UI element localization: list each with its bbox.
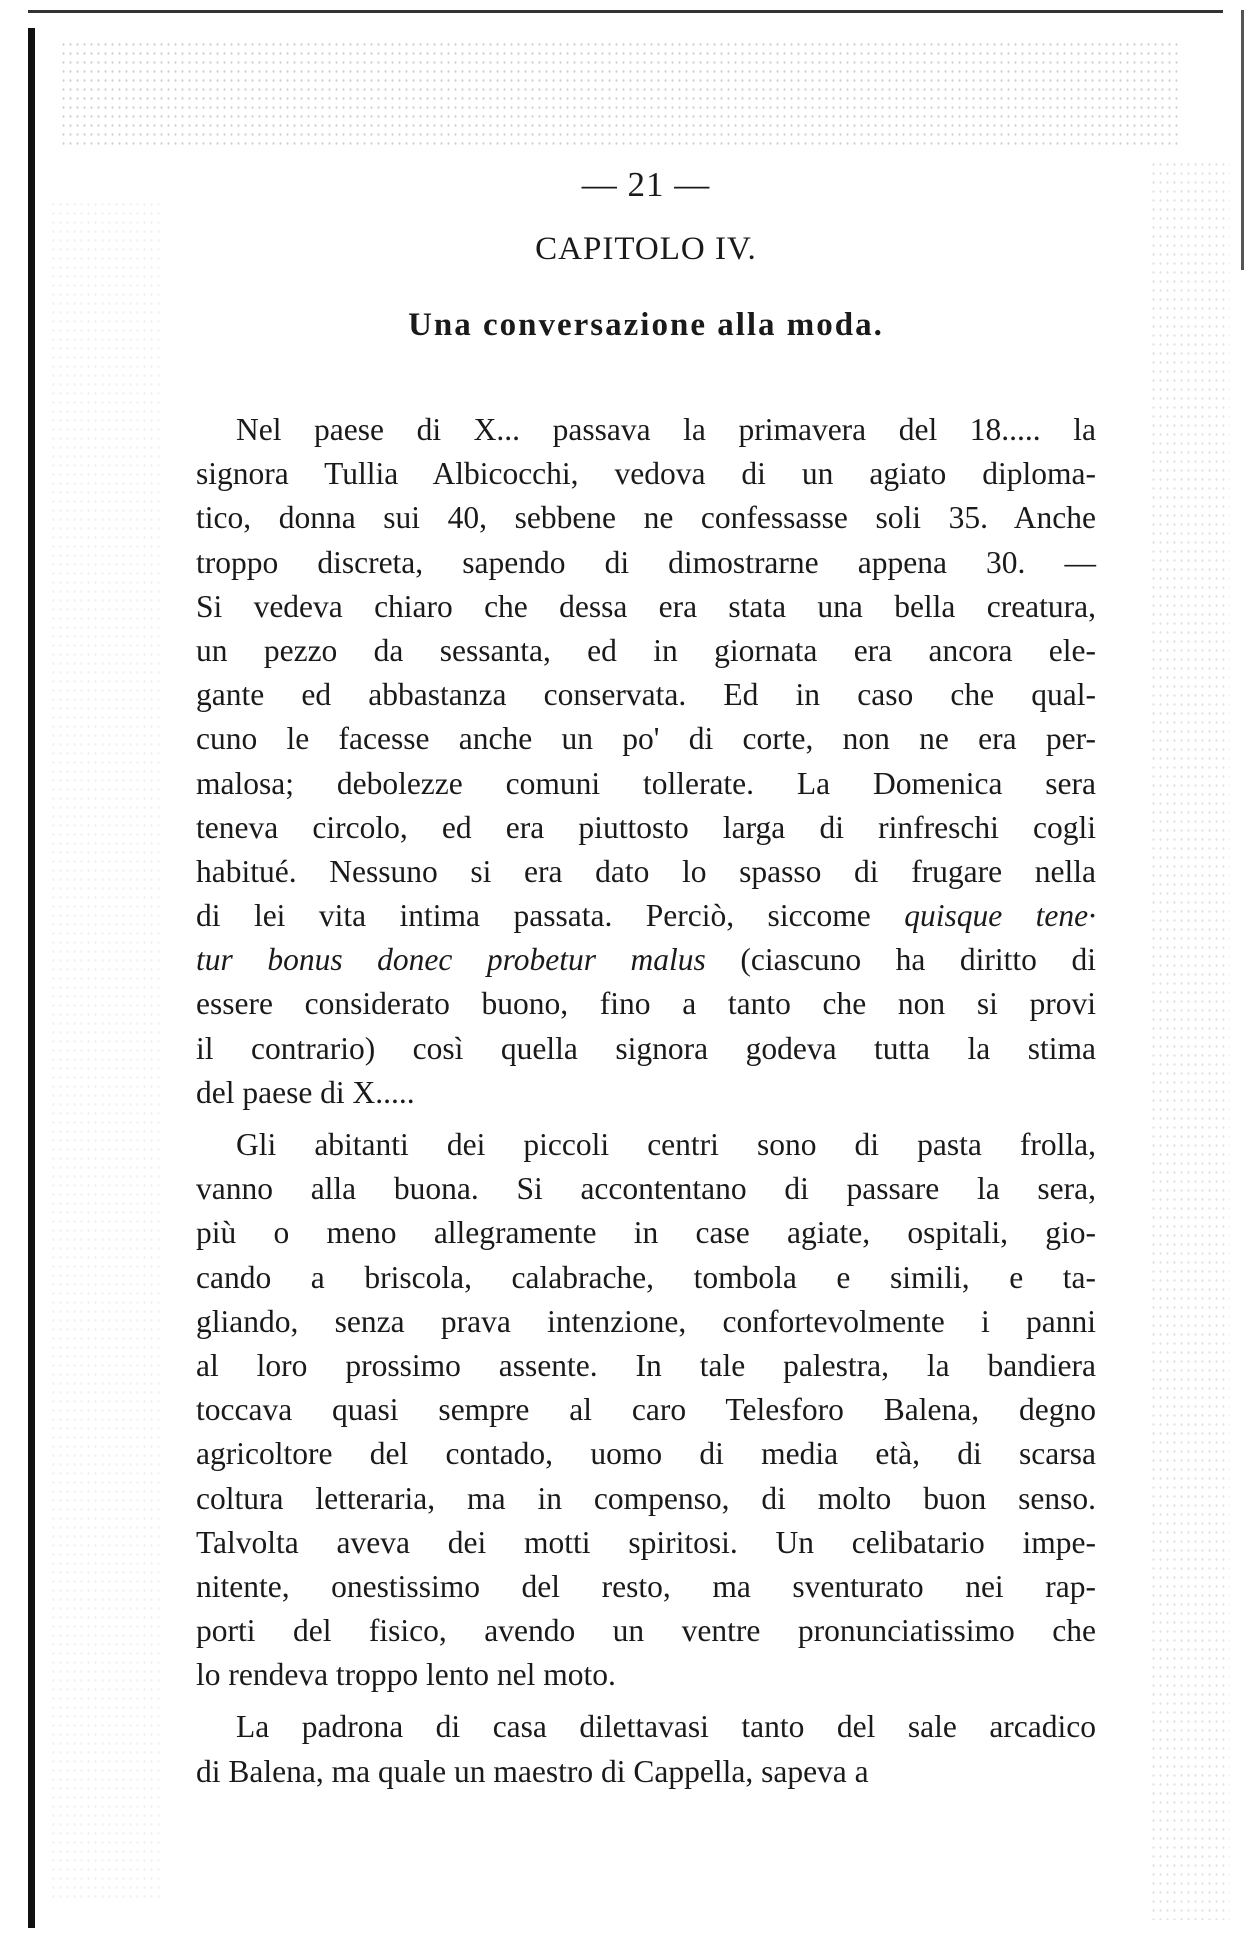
text-line xyxy=(196,1027,1096,1071)
text-line xyxy=(196,850,1096,894)
text-line xyxy=(196,1300,1096,1344)
page-content xyxy=(196,160,1096,1794)
text-line xyxy=(196,982,1096,1026)
page-binding-edge xyxy=(28,28,35,1928)
text-line xyxy=(196,717,1096,761)
scan-speckle-top xyxy=(60,40,1180,150)
text-segment: nitente, onestissimo del resto, ma sventurato nei rap- xyxy=(196,1568,1096,1604)
text-segment: Gli abitanti dei piccoli centri sono di pasta frolla, xyxy=(236,1127,1096,1162)
text-line xyxy=(196,408,1096,452)
latin-phrase: tur bonus donec probetur malus xyxy=(196,942,706,978)
text-line xyxy=(196,938,1096,982)
text-line xyxy=(196,1167,1096,1211)
chapter-label: CAPITOLO IV. xyxy=(535,231,757,267)
text-segment: al loro prossimo assente. In tale palestra, la bandiera xyxy=(196,1347,1096,1383)
text-line xyxy=(196,894,1096,938)
text-line xyxy=(196,1211,1096,1255)
page-number: — 21 — xyxy=(581,165,711,204)
text-segment: porti del fisico, avendo un ventre pronunciatissimo che xyxy=(196,1613,1096,1649)
paragraph-gap xyxy=(196,1115,1096,1123)
text-line xyxy=(196,1432,1096,1476)
text-line xyxy=(196,541,1096,585)
text-line xyxy=(196,1477,1096,1521)
text-line xyxy=(196,1653,1096,1697)
text-line xyxy=(196,1565,1096,1609)
text-segment: toccava quasi sempre al caro Telesforo Balena, degno xyxy=(196,1392,1096,1428)
text-segment: Nel paese di X... passava la primavera del 18..... la xyxy=(236,412,1096,447)
text-line xyxy=(196,629,1096,673)
text-segment: gliando, senza prava intenzione, confortevolmente i panni xyxy=(196,1303,1096,1339)
text-segment: di Balena, ma quale un maestro di Cappella, sapeva a xyxy=(196,1753,869,1789)
body-text xyxy=(196,408,1096,1794)
page-top-edge xyxy=(28,10,1223,13)
text-line xyxy=(196,1071,1096,1115)
text-line xyxy=(196,1123,1096,1167)
text-segment: habitué. Nessuno si era dato lo spasso di frugare nella xyxy=(196,853,1096,889)
text-segment: del paese di X..... xyxy=(196,1074,415,1110)
text-segment: un pezzo da sessanta, ed in giornata era ancora ele- xyxy=(196,632,1096,668)
text-line xyxy=(196,1705,1096,1749)
text-line xyxy=(196,806,1096,850)
text-line xyxy=(196,1388,1096,1432)
text-segment: malosa; debolezze comuni tollerate. La Domenica sera xyxy=(196,765,1096,801)
text-line xyxy=(196,1344,1096,1388)
text-segment: agricoltore del contado, uomo di media età, di scarsa xyxy=(196,1436,1096,1472)
text-line xyxy=(196,1521,1096,1565)
scan-speckle-right xyxy=(1150,160,1230,1920)
text-segment: (ciascuno ha diritto di xyxy=(705,942,1096,978)
text-segment: teneva circolo, ed era piuttosto larga di rinfreschi cogli xyxy=(196,809,1096,845)
text-line xyxy=(196,1750,1096,1794)
text-line xyxy=(196,452,1096,496)
text-segment: vanno alla buona. Si accontentano di passare la sera, xyxy=(196,1171,1096,1207)
scan-speckle-left xyxy=(50,200,160,1900)
text-line xyxy=(196,762,1096,806)
text-segment: gante ed abbastanza conservata. Ed in caso che qual- xyxy=(196,677,1096,713)
text-segment: Si vedeva chiaro che dessa era stata una bella creatura, xyxy=(196,588,1096,624)
text-line xyxy=(196,1609,1096,1653)
text-segment: cuno le facesse anche un po' di corte, non ne era per- xyxy=(196,721,1096,757)
text-segment: La padrona di casa dilettavasi tanto del sale arcadico xyxy=(236,1709,1096,1745)
chapter-title: Una conversazione alla moda. xyxy=(408,307,884,343)
text-segment: lo rendeva troppo lento nel moto. xyxy=(196,1657,616,1693)
text-segment: coltura letteraria, ma in compenso, di molto buon senso. xyxy=(196,1480,1096,1516)
text-segment: tico, donna sui 40, sebbene ne confessasse soli 35. Anche xyxy=(196,500,1096,536)
text-segment: signora Tullia Albicocchi, vedova di un agiato diploma- xyxy=(196,456,1096,492)
text-segment: Talvolta aveva dei motti spiritosi. Un celibatario impe- xyxy=(196,1524,1096,1560)
page-right-edge xyxy=(1241,10,1244,270)
text-segment: troppo discreta, sapendo di dimostrarne appena 30. — xyxy=(196,544,1096,580)
text-line xyxy=(196,585,1096,629)
text-segment: cando a briscola, calabrache, tombola e simili, e ta- xyxy=(196,1259,1096,1295)
paragraph-gap xyxy=(196,1697,1096,1705)
text-segment: il contrario) così quella signora godeva tutta la stima xyxy=(196,1030,1096,1066)
latin-phrase: quisque tene· xyxy=(904,898,1096,934)
text-segment: di lei vita intima passata. Perciò, siccome xyxy=(196,898,905,934)
text-segment: essere considerato buono, fino a tanto che non si provi xyxy=(196,986,1096,1022)
text-line xyxy=(196,673,1096,717)
text-line xyxy=(196,1256,1096,1300)
text-segment: più o meno allegramente in case agiate, ospitali, gio- xyxy=(196,1215,1096,1251)
text-line xyxy=(196,496,1096,540)
